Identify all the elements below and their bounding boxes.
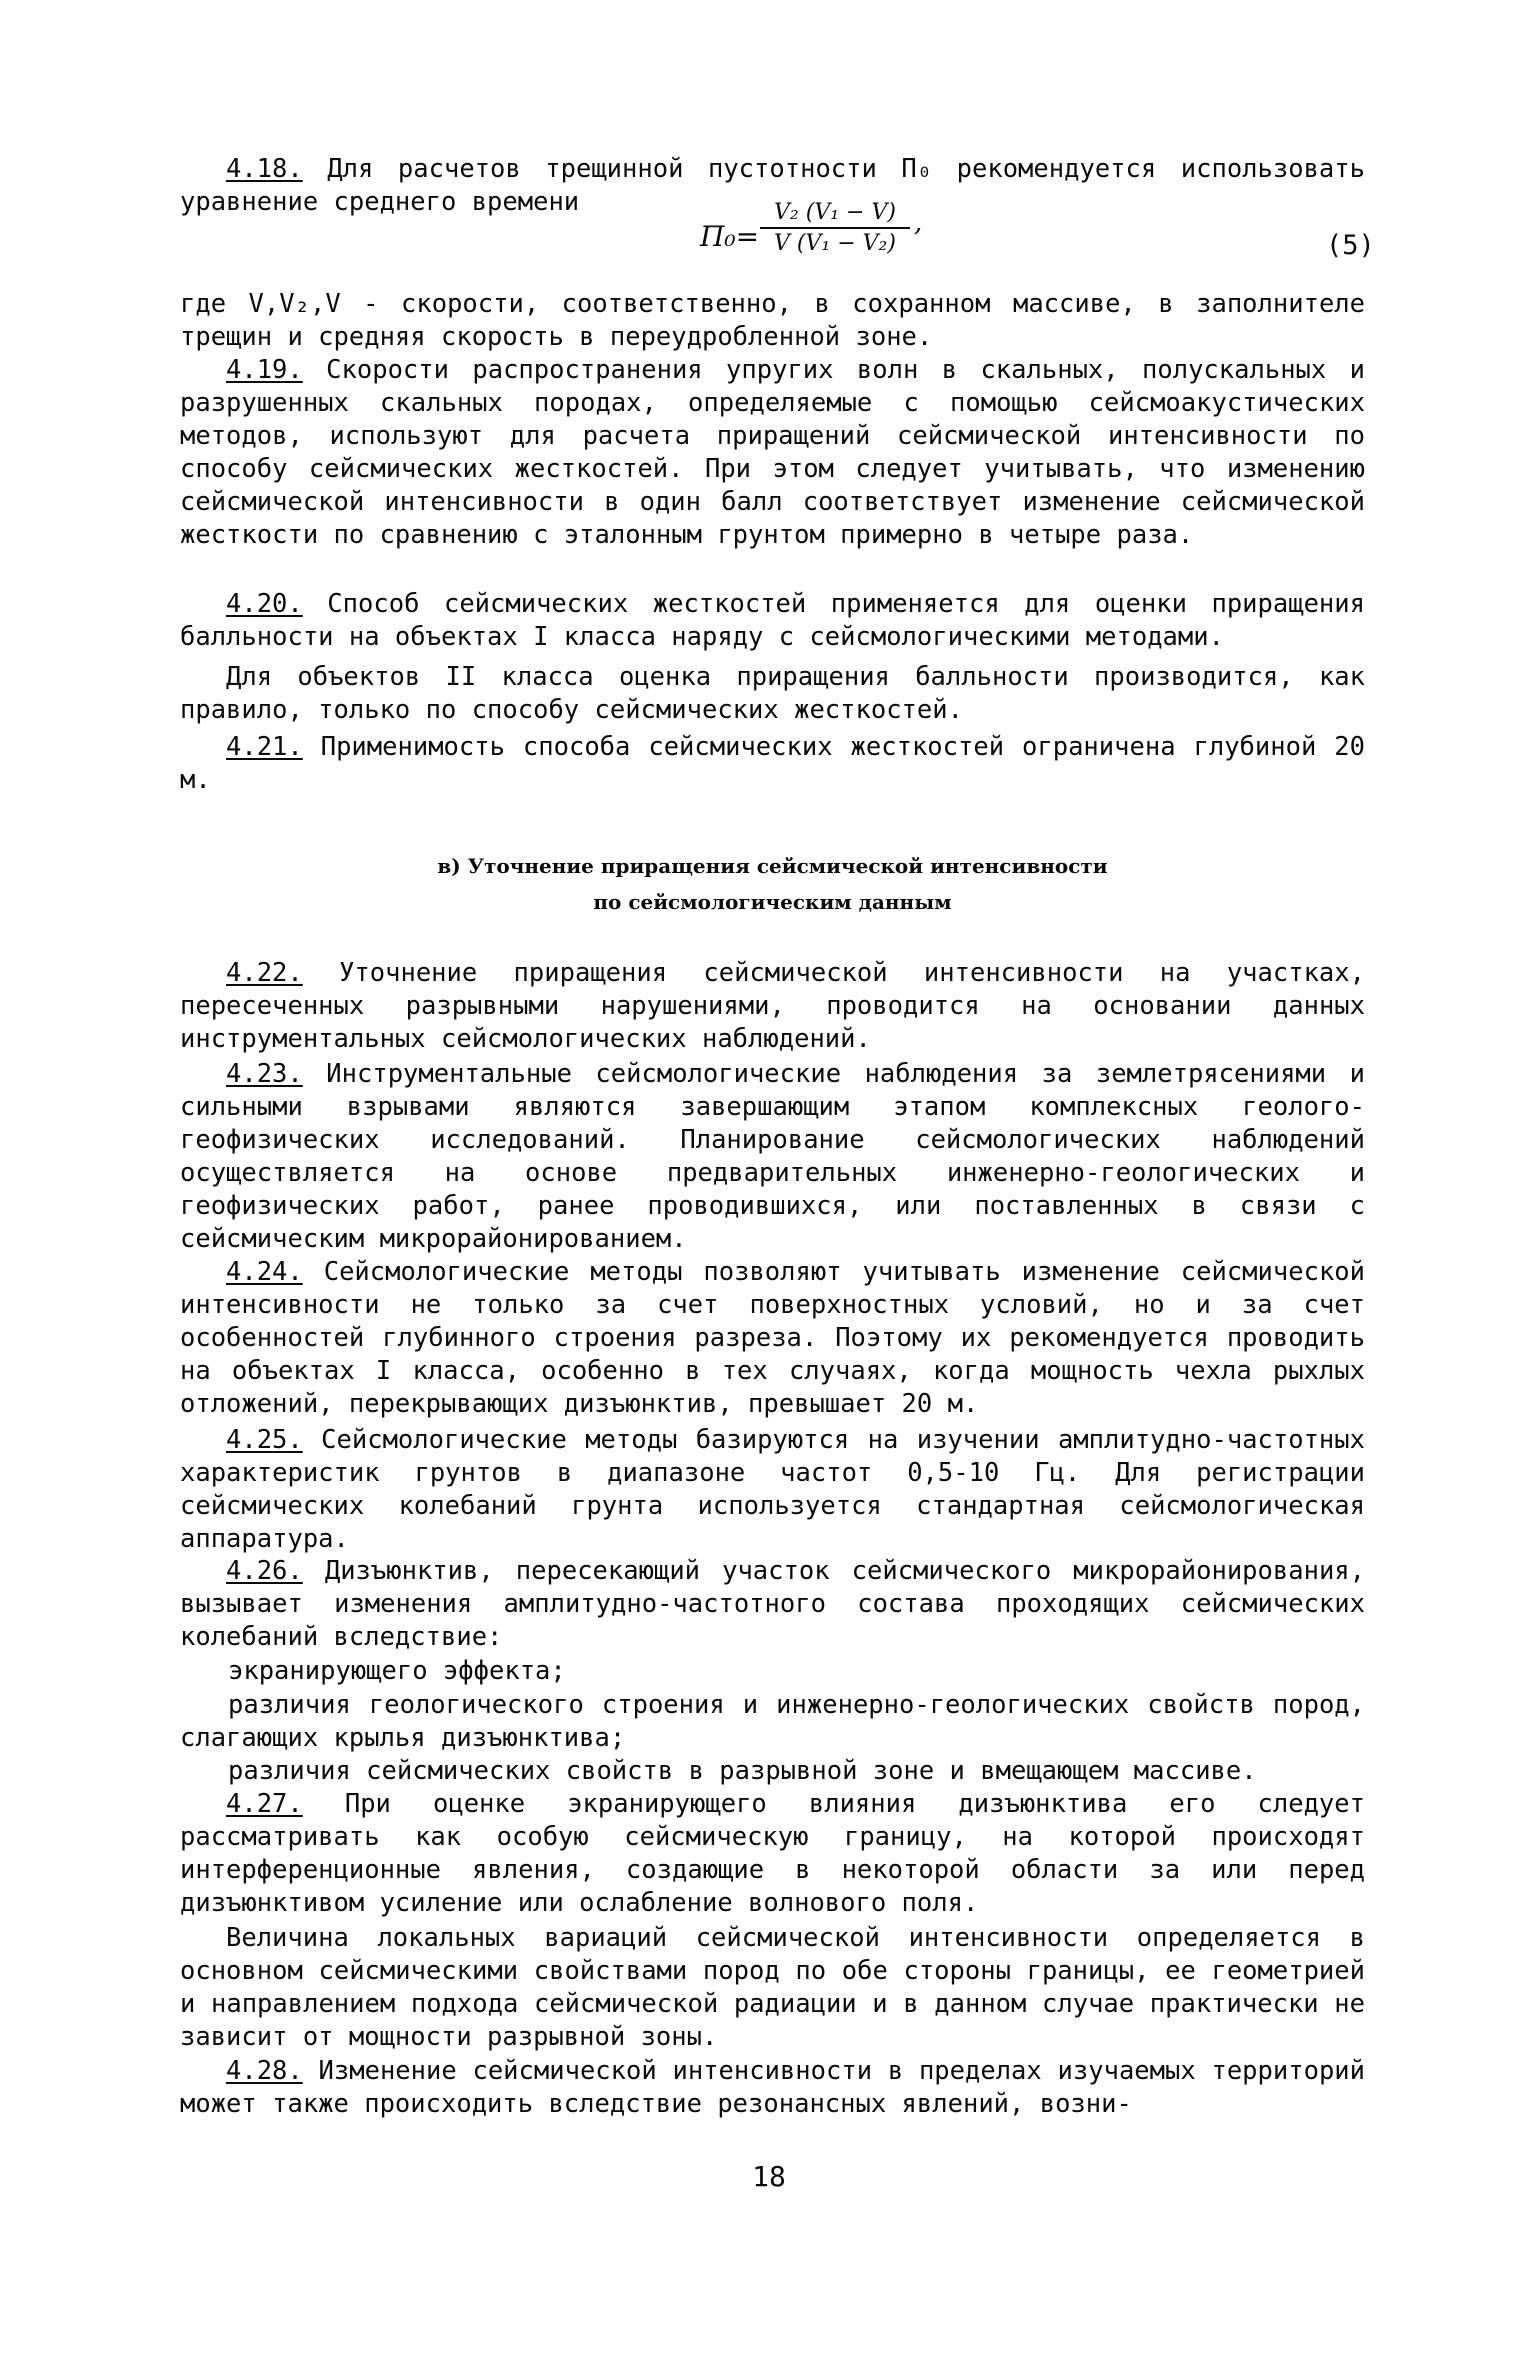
clause-text: При оценке экранирующего влияния дизъюнктива его следует рассматривать как особую сейсмическую границу, на которой происходят интерференционные явления, создающие в некоторой области за или перед дизъюнктивом усиление или ослабление волнового поля. [180,1789,1365,1918]
clause-text: Сейсмологические методы базируются на изучении амплитудно-частотных характеристик грунтов в диапазоне частот 0,5-10 Гц. Для регистрации сейсмических колебаний грунта используется стандартная сейсмологическая аппаратура. [180,1425,1365,1554]
section-heading [180,848,1365,920]
paragraph-4-18-where: где V,V₂,V - скорости, соответственно, в сохранном массиве, в заполнителе трещин и средняя скорость в переудробленной зоне. [180,289,1365,352]
paragraph-4-27 [180,1788,1365,1920]
clause-text: Применимость способа сейсмических жесткостей ограничена глубиной 20 м. [180,732,1365,795]
list-item: различия геологического строения и инженерно-геологических свойств пород, слагающих крылья дизъюнктива; [180,1690,1365,1753]
paragraph-4-19 [180,354,1365,552]
clause-number: 4.25. [226,1425,303,1455]
clause-number: 4.28. [226,2056,303,2086]
clause-number: 4.18. [226,154,303,184]
paragraph-4-24 [180,1256,1365,1421]
paragraph-4-25 [180,1424,1365,1556]
clause-number: 4.26. [226,1556,303,1586]
clause-number: 4.20. [226,589,303,619]
paragraph-4-22 [180,957,1365,1056]
clause-text: Способ сейсмических жесткостей применяется для оценки приращения балльности на объектах I класса наряду с сейсмологическими методами. [180,589,1365,652]
clause-number: 4.22. [226,958,303,988]
heading-line-2: по сейсмологическим данным [593,890,952,914]
formula-denominator: V (V₁ − V₂) [774,231,896,256]
list-item: различия сейсмических свойств в разрывной зоне и вмещающем массиве. [228,1756,1257,1786]
clause-text: Скорости распространения упругих волн в скальных, полускальных и разрушенных скальных породах, определяемые с помощью сейсмоакустических методов, используют для расчета приращений сейсмической интенсивности по способу сейсмических жесткостей. При этом следует учитывать, что изменению сейсмической интенсивности в один балл соответствует изменение сейсмической жесткости по сравнению с эталонным грунтом примерно в четыре раза. [180,355,1365,550]
page-number: 18 [752,2160,786,2193]
paragraph-4-28 [180,2055,1365,2121]
list-item: экранирующего эффекта; [228,1656,566,1686]
equation-number: (5) [1326,230,1375,261]
formula-lhs: П₀= [700,220,760,253]
paragraph-4-21 [180,731,1365,797]
formula-fraction [760,200,910,256]
clause-text: Инструментальные сейсмологические наблюдения за землетрясениями и сильными взрывами являются завершающим этапом комплексных геолого-геофизических исследований. Планирование сейсмологических наблюдений осуществляется на основе предварительных инженерно-геологических и геофизических работ, ранее проводившихся, или поставленных в связи с сейсмическим микрорайонированием. [180,1059,1365,1254]
clause-text: Сейсмологические методы позволяют учитывать изменение сейсмической интенсивности не только за счет поверхностных условий, но и за счет особенностей глубинного строения разреза. Поэтому их рекомендуется проводить на объектах I класса, особенно в тех случаях, когда мощность чехла рыхлых отложений, перекрывающих дизъюнктив, превышает 20 м. [180,1257,1365,1419]
clause-number: 4.23. [226,1059,303,1089]
paragraph-4-23 [180,1058,1365,1256]
clause-text: Дизъюнктив, пересекающий участок сейсмического микрорайонирования, вызывает изменения амплитудно-частотного состава проходящих сейсмических колебаний вследствие: [180,1556,1365,1652]
clause-text: Уточнение приращения сейсмической интенсивности на участках, пересеченных разрывными нарушениями, проводится на основании данных инструментальных сейсмологических наблюдений. [180,958,1365,1054]
paragraph-4-20 [180,588,1365,654]
clause-number: 4.27. [226,1789,303,1819]
clause-text: Изменение сейсмической интенсивности в пределах изучаемых территорий может также происходить вследствие резонансных явлений, возни- [180,2056,1365,2119]
fraction-bar [760,227,910,229]
formula-comma: , [914,208,923,238]
paragraph-4-26 [180,1555,1365,1654]
formula-numerator: V₂ (V₁ − V) [774,200,896,225]
clause-number: 4.19. [226,355,303,385]
paragraph-4-20-objects: Для объектов II класса оценка приращения балльности производится, как правило, только по способу сейсмических жесткостей. [180,662,1365,725]
clause-number: 4.24. [226,1257,303,1287]
heading-line-1: в) Уточнение приращения сейсмической интенсивности [437,854,1108,878]
formula-5 [700,200,923,280]
clause-text: Для расчетов трещинной пустотности П₀ рекомендуется использовать уравнение среднего времени [180,154,1365,217]
clause-number: 4.21. [226,732,303,762]
paragraph-4-27-magnitude: Величина локальных вариаций сейсмической интенсивности определяется в основном сейсмическими свойствами пород по обе стороны границы, ее геометрией и направлением подхода сейсмической радиации и в данном случае практически не зависит от мощности разрывной зоны. [180,1923,1365,2052]
